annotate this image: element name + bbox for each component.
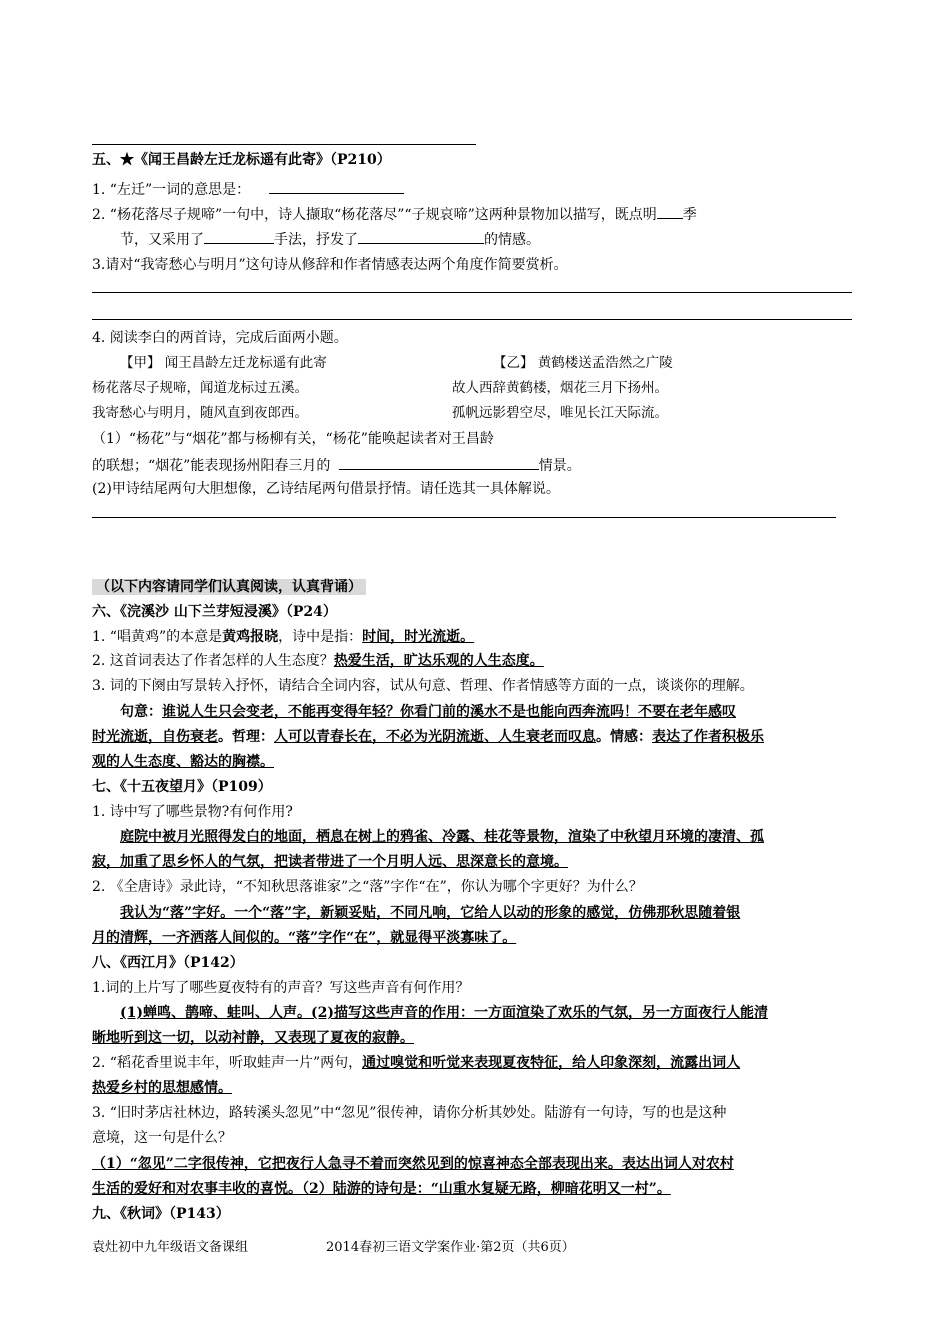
- s7-question-1: 1. 诗中写了哪些景物?有何作用?: [92, 804, 293, 820]
- answer-blank: [657, 204, 683, 219]
- poem-b-line1: 故人西辞黄鹤楼，烟花三月下扬州。: [452, 380, 668, 396]
- s5-q2-text-b: 季: [682, 207, 697, 223]
- s8-answer-3-line1: （1）“忽见”二字很传神，它把夜行人急寻不着而突然见到的惊喜神态全部表现出来。表达出词人对农村: [92, 1156, 734, 1172]
- answer-line: [92, 319, 852, 320]
- s6-answer-3-line2: [92, 728, 764, 746]
- s7-answer-2-line2: 月的清辉，一齐洒落人间似的。“落”字作“在”，就显得平淡寡味了。: [92, 930, 517, 946]
- s8-answer-1-line1: (1)蝉鸣、鹊啼、蛙叫、人声。(2)描写这些声音的作用：一方面渲染了欢乐的气氛，另一方面夜行人能清: [120, 1005, 768, 1021]
- s6-a3-label: 。情感：: [596, 729, 652, 745]
- s5-question-2-line2: [120, 229, 540, 249]
- s6-q2-text: 2. 这首词表达了作者怎样的人生态度？: [92, 653, 334, 669]
- s6-q1-answer-a: 黄鸡报晓: [222, 629, 279, 645]
- s7-answer-1-line1: 庭院中被月光照得发白的地面，栖息在树上的鸦雀、冷露、桂花等景物，渲染了中秋望月环境的凄清、孤: [120, 829, 764, 845]
- s8-q2-text: 2. “稻花香里说丰年，听取蛙声一片”两句，: [92, 1055, 363, 1071]
- s7-answer-2-line1: 我认为“落”字好。一个“落”字，新颖妥贴，不同凡响，它给人以动的形象的感觉，仿佛那秋思随着银: [120, 905, 741, 921]
- s8-question-1: 1.词的上片写了哪些夏夜特有的声音？写这些声音有何作用？: [92, 980, 470, 996]
- s7-question-2: 2. 《全唐诗》录此诗，“不知秋思落谁家”之“落”字作“在”，你认为哪个字更好？为什么？: [92, 879, 643, 895]
- s6-q2-answer: 热爱生活，旷达乐观的人生态度。: [333, 653, 544, 669]
- poem-b-title: 【乙】 黄鹤楼送孟浩然之广陵: [493, 355, 673, 371]
- answer-blank: [204, 229, 274, 244]
- s5-q2-text-e: 的情感。: [484, 232, 540, 248]
- poem-a-line1: 杨花落尽子规啼，闻道龙标过五溪。: [92, 380, 308, 396]
- section5-title: 五、★《闻王昌龄左迁龙标遥有此寄》（P210）: [92, 152, 391, 168]
- s8-answer-1-line2: 晰地听到这一切，以动衬静，又表现了夏夜的寂静。: [92, 1030, 414, 1046]
- top-divider: [92, 144, 476, 145]
- section6-title: 六、《浣溪沙 山下兰芽短浸溪》（P24）: [92, 604, 337, 620]
- s6-answer-3-line1: [120, 703, 736, 721]
- s6-answer-3-line3: 观的人生态度、豁达的胸襟。: [92, 754, 274, 770]
- s5-sub-question-1-line1: （1）“杨花”与“烟花”都与杨柳有关，“杨花”能唤起读者对王昌龄: [92, 431, 494, 447]
- s5-q2-text-c: 节，又采用了: [120, 232, 204, 248]
- s5-sub1-text-b: 的联想；“烟花”能表现扬州阳春三月的: [92, 458, 331, 474]
- s6-q1-text-c: ，诗中是指：: [278, 629, 363, 645]
- s8-question-3-line1: 3. “旧时茅店社林边，路转溪头忽见”中“忽见”很传神，请你分析其妙处。陆游有一句诗，写的也是这种: [92, 1105, 727, 1121]
- s6-a3-text: 人可以青春长在，不必为光阴流逝、人生衰老而叹息: [274, 729, 596, 745]
- s6-q1-answer-b: 时间，时光流逝。: [362, 629, 475, 645]
- footer-right: 2014春初三语文学案作业·第2页（共6页）: [326, 1240, 575, 1255]
- s5-sub1-text-c: 情景。: [538, 458, 581, 474]
- answer-blank: [269, 179, 404, 194]
- s5-q2-text-a: 2. “杨花落尽子规啼”一句中，诗人撷取“杨花落尽”“子规哀啼”这两种景物加以描写，既点明: [92, 207, 657, 223]
- poem-a-line2: 我寄愁心与明月，随风直到夜郎西。: [92, 405, 308, 421]
- answer-blank: [358, 229, 484, 244]
- answer-blank: [339, 455, 539, 470]
- s5-sub-question-1-line2: [92, 455, 581, 475]
- recite-notice: [92, 578, 366, 596]
- s5-question-3: 3.请对“我寄愁心与明月”这句诗从修辞和作者情感表达两个角度作简要赏析。: [92, 257, 568, 273]
- poem-a-title: 【甲】 闻王昌龄左迁龙标遥有此寄: [120, 355, 327, 371]
- s6-a3-text: 谁说人生只会变老，不能再变得年轻？你看门前的溪水不是也能向西奔流吗！不要在老年感叹: [162, 704, 736, 720]
- s8-q2-answer: 通过嗅觉和听觉来表现夏夜特征，给人印象深刻，流露出词人: [362, 1055, 741, 1071]
- section8-title: 八、《西江月》（P142）: [92, 955, 244, 971]
- s7-answer-1-line2: 寂，加重了思乡怀人的气氛，把读者带进了一个月明人远、思深意长的意境。: [92, 854, 568, 870]
- s6-a3-label: 句意：: [120, 704, 162, 720]
- poem-b-line2: 孤帆远影碧空尽，唯见长江天际流。: [452, 405, 668, 421]
- answer-line: [92, 292, 852, 293]
- s5-sub-question-2: (2)甲诗结尾两句大胆想像，乙诗结尾两句借景抒情。请任选其一具体解说。: [92, 481, 560, 497]
- answer-line: [92, 517, 836, 518]
- s5-question-4: 4. 阅读李白的两首诗，完成后面两小题。: [92, 330, 348, 346]
- s6-question-1: [92, 628, 474, 646]
- s5-q1-text: 1. “左迁”一词的意思是：: [92, 182, 251, 198]
- s5-q2-text-d: 手法，抒发了: [274, 232, 358, 248]
- s8-question-2: [92, 1054, 740, 1072]
- s8-answer-3-line2: 生活的爱好和对农事丰收的喜悦。（2）陆游的诗句是：“山重水复疑无路，柳暗花明又一村”。: [92, 1181, 671, 1197]
- s5-question-1: [92, 179, 404, 199]
- s6-a3-text: 时光流逝，自伤衰老: [92, 729, 218, 745]
- s6-question-3: 3. 词的下阕由写景转入抒怀，请结合全词内容，试从句意、哲理、作者情感等方面的一点，谈谈你的理解。: [92, 678, 754, 694]
- section9-title: 九、《秋词》（P143）: [92, 1206, 230, 1222]
- recite-notice-text: （以下内容请同学们认真阅读，认真背诵）: [92, 579, 366, 595]
- s6-question-2: [92, 652, 544, 670]
- s6-a3-label: 。哲理：: [218, 729, 274, 745]
- section7-title: 七、《十五夜望月》（P109）: [92, 779, 272, 795]
- s6-a3-text: 表达了作者积极乐: [652, 729, 764, 745]
- s5-question-2-line1: [92, 204, 697, 224]
- s8-question-3-line2: 意境，这一句是什么？: [92, 1130, 232, 1146]
- footer-left: 袁灶初中九年级语文备课组: [92, 1240, 249, 1255]
- s6-q1-text-a: 1. “唱黄鸡”的本意是: [92, 629, 223, 645]
- s8-answer-2-line2: 热爱乡村的思想感情。: [92, 1080, 232, 1096]
